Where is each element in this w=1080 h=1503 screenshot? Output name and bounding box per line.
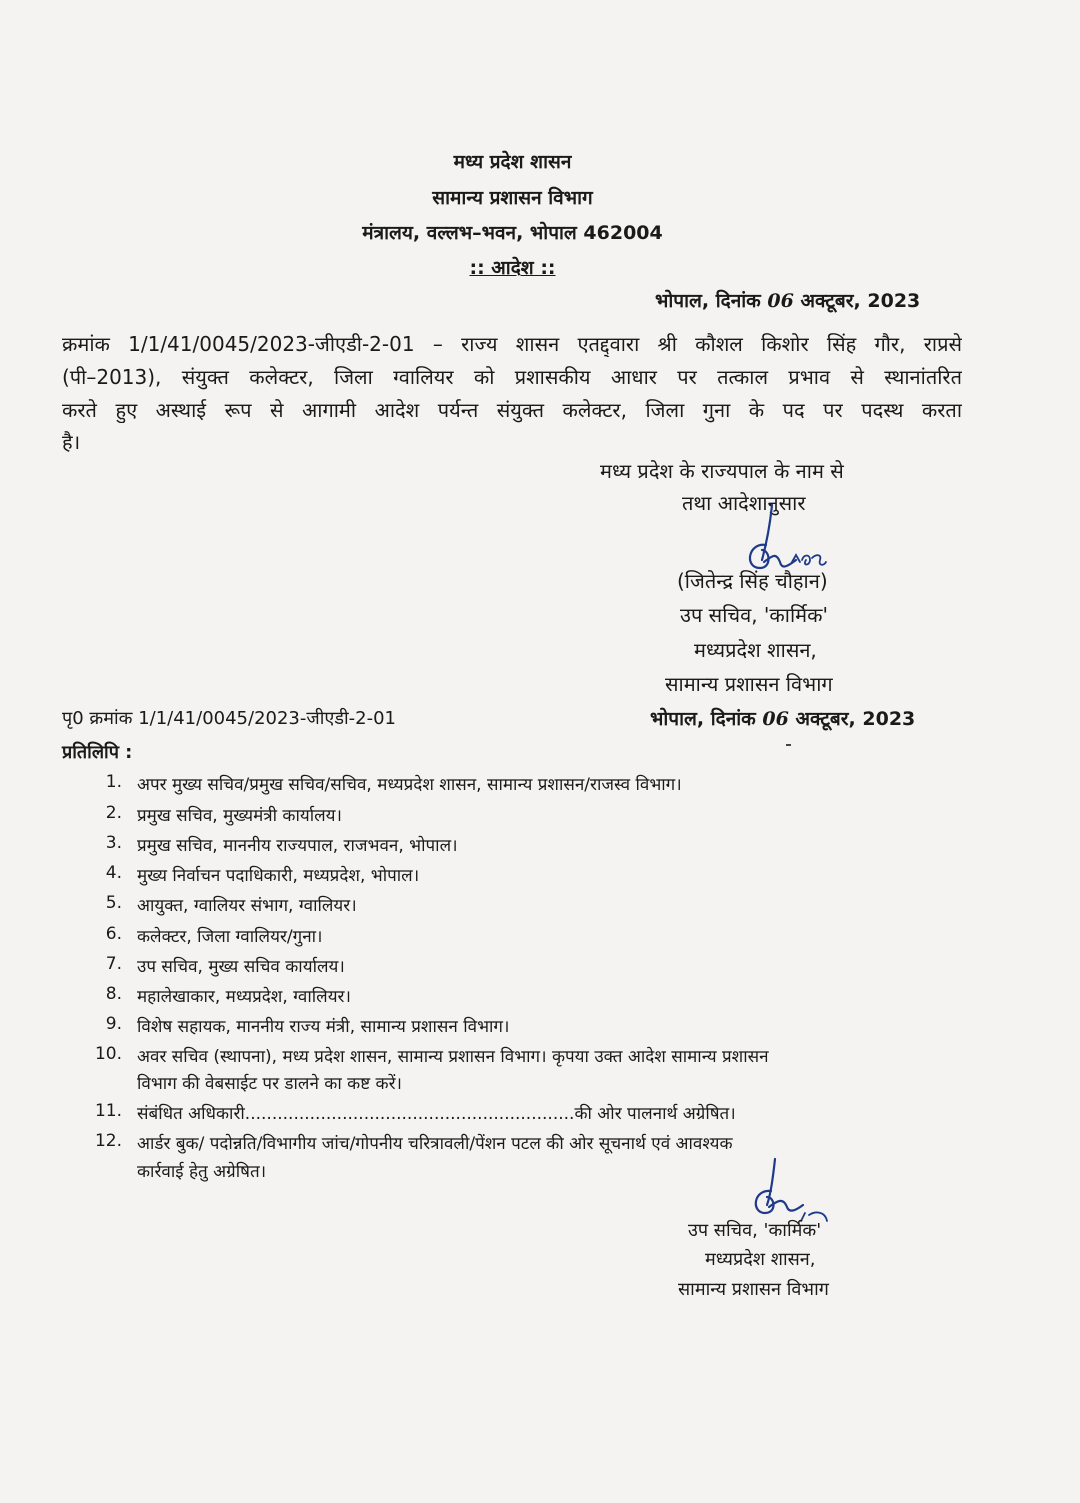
list-item-number: 3. <box>105 833 122 853</box>
list-item-number: 8. <box>105 984 122 1004</box>
list-item: अपर मुख्य सचिव/प्रमुख सचिव/सचिव, मध्यप्रदेश शासन, सामान्य प्रशासन/राजस्व विभाग। <box>137 775 682 795</box>
order-body-line-4: है। <box>62 430 81 454</box>
endorsement-date <box>650 705 915 731</box>
order-body-line-2: (पी–2013), संयुक्त कलेक्टर, जिला ग्वालियर को प्रशासकीय आधार पर तत्काल प्रभाव से स्थानांतरित <box>62 365 962 389</box>
signature-authority-line-1: मध्य प्रदेश के राज्यपाल के नाम से <box>600 459 844 483</box>
list-item-number: 11. <box>94 1101 122 1121</box>
list-item: आर्डर बुक/ पदोन्नति/विभागीय जांच/गोपनीय चरित्रावली/पेंशन पटल की ओर सूचनार्थ एवं आवश्यक <box>137 1134 733 1154</box>
list-item-number: 5. <box>105 893 122 913</box>
date-day: 06 <box>767 290 794 312</box>
stray-mark <box>786 744 791 746</box>
list-item: विशेष सहायक, माननीय राज्य मंत्री, सामान्य प्रशासन विभाग। <box>137 1017 510 1037</box>
header-line-2: सामान्य प्रशासन विभाग <box>432 187 593 209</box>
order-body-line-1: क्रमांक 1/1/41/0045/2023-जीएडी-2-01 – राज्य शासन एतद्द्वारा श्री कौशल किशोर सिंह गौर, राप्रसे <box>62 332 962 356</box>
bottom-signatory-org-1: मध्यप्रदेश शासन, <box>705 1249 816 1270</box>
list-item: प्रमुख सचिव, माननीय राज्यपाल, राजभवन, भोपाल। <box>137 836 458 856</box>
bottom-signatory-designation: उप सचिव, 'कार्मिक' <box>688 1220 822 1241</box>
date-line <box>655 287 920 313</box>
list-item-continuation: कार्रवाई हेतु अग्रेषित। <box>137 1162 267 1182</box>
date-prefix: भोपाल, दिनांक <box>655 290 761 312</box>
date-suffix: अक्टूबर, 2023 <box>800 290 921 312</box>
list-item-number: 2. <box>105 803 122 823</box>
list-item-number: 12. <box>94 1131 122 1151</box>
endorsement-date-suffix: अक्टूबर, 2023 <box>795 708 916 730</box>
list-item-number: 4. <box>105 863 122 883</box>
signatory-org-2: सामान्य प्रशासन विभाग <box>665 672 833 696</box>
endorsement-number: पृ0 क्रमांक 1/1/41/0045/2023-जीएडी-2-01 <box>62 708 396 729</box>
copy-label: प्रतिलिपि : <box>62 742 133 763</box>
endorsement-date-prefix: भोपाल, दिनांक <box>650 708 756 730</box>
order-title: :: आदेश :: <box>469 257 556 279</box>
list-item: महालेखाकार, मध्यप्रदेश, ग्वालियर। <box>137 987 351 1007</box>
list-item-number: 10. <box>94 1044 122 1064</box>
list-item-number: 9. <box>105 1014 122 1034</box>
list-item: अवर सचिव (स्थापना), मध्य प्रदेश शासन, सामान्य प्रशासन विभाग। कृपया उक्त आदेश सामान्य प्रशासन <box>137 1047 769 1067</box>
header-line-3: मंत्रालय, वल्लभ–भवन, भोपाल 462004 <box>362 222 663 244</box>
header-line-1: मध्य प्रदेश शासन <box>453 151 572 173</box>
list-item: मुख्य निर्वाचन पदाधिकारी, मध्यप्रदेश, भोपाल। <box>137 866 420 886</box>
bottom-signatory-org-2: सामान्य प्रशासन विभाग <box>678 1279 829 1300</box>
signatory-name: (जितेन्द्र सिंह चौहान) <box>677 569 828 593</box>
list-item: संबंधित अधिकारी.............................................................की ओर पालनार्थ अग्रेषित। <box>137 1104 736 1124</box>
list-item: प्रमुख सचिव, मुख्यमंत्री कार्यालय। <box>137 806 342 826</box>
list-item-continuation: विभाग की वेबसाईट पर डालने का कष्ट करें। <box>137 1074 402 1094</box>
list-item-number: 1. <box>105 772 122 792</box>
list-item: आयुक्त, ग्वालियर संभाग, ग्वालियर। <box>137 896 357 916</box>
list-item: कलेक्टर, जिला ग्वालियर/गुना। <box>137 927 323 947</box>
order-body-line-3: करते हुए अस्थाई रूप से आगामी आदेश पर्यन्त संयुक्त कलेक्टर, जिला गुना के पद पर पदस्थ करता <box>62 398 962 422</box>
signatory-org-1: मध्यप्रदेश शासन, <box>694 638 817 662</box>
list-item: उप सचिव, मुख्य सचिव कार्यालय। <box>137 957 345 977</box>
signatory-designation: उप सचिव, 'कार्मिक' <box>680 603 828 627</box>
endorsement-date-day: 06 <box>762 708 789 730</box>
list-item-number: 7. <box>105 954 122 974</box>
signature-authority-line-2: तथा आदेशानुसार <box>682 491 806 515</box>
list-item-number: 6. <box>105 924 122 944</box>
